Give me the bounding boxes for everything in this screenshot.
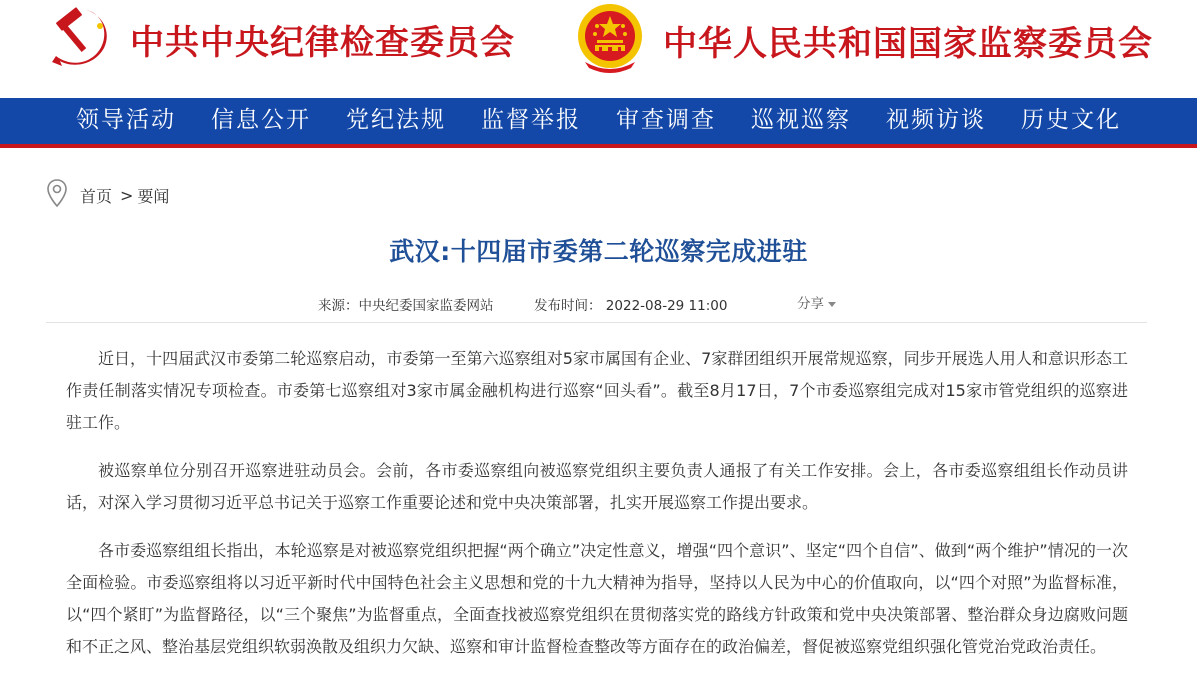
nsc-brand[interactable] [575, 2, 1153, 78]
location-pin-icon [46, 178, 68, 212]
article-paragraph: 近日，十四届武汉市委第二轮巡察启动，市委第一至第六巡察组对5家市属国有企业、7家群团组织开展常规巡察，同步开展选人用人和意识形态工作责任制落实情况专项检查。市委第七巡察组对3家市属金融机构进行巡察“回头看”。截至8月17日，7个市委巡察组完成对15家市管党组织的巡察进驻工作。 [66, 349, 1128, 432]
nsc-title: 中华人民共和国国家监察委员会 [663, 23, 1153, 64]
publish-time-value: 2022-08-29 11:00 [605, 298, 728, 314]
article-body [66, 343, 1128, 679]
nav-item-leadership[interactable]: 领导活动 [76, 107, 176, 133]
nav-item-video[interactable]: 视频访谈 [886, 107, 986, 133]
breadcrumb-separator: > [120, 185, 134, 205]
nav-item-inspection[interactable]: 巡视巡察 [751, 107, 851, 133]
publish-time-label: 发布时间： [534, 298, 602, 314]
cpc-ccdi-brand[interactable] [50, 4, 515, 74]
article-source: 来源：中央纪委国家监委网站 [318, 298, 494, 314]
share-label: 分享 [797, 296, 824, 312]
article-paragraph: 各市委巡察组组长指出，本轮巡察是对被巡察党组织把握“两个确立”决定性意义，增强“四个意识”、坚定“四个自信”、做到“两个维护”情况的一次全面检验。市委巡察组将以习近平新时代中国特色社会主义思想和党的十九大精神为指导，坚持以人民为中心的价值取向，以“四个对照”为监督标准，以“四个紧盯”为监督路径，以“三个聚焦”为监督重点，全面查找被巡察党组织在贯彻落实党的路线方针政策和党中央决策部署、整治群众身边腐败问题和不正之风、整治基层党组织软弱涣散及组织力欠缺、巡察和审计监督检查整改等方面存在的政治偏差，督促被巡察党组织强化管党治党政治责任。 [66, 541, 1128, 656]
article-divider [46, 322, 1147, 323]
cpc-ccdi-title: 中共中央纪律检查委员会 [130, 22, 515, 63]
breadcrumb-current-link[interactable]: 要闻 [137, 186, 170, 206]
article-publish-time [534, 294, 727, 314]
article-title: 武汉:十四届市委第二轮巡察完成进驻 [389, 237, 808, 266]
nav-item-investigation[interactable]: 审查调查 [616, 107, 716, 133]
nav-item-regulations[interactable]: 党纪法规 [346, 107, 446, 133]
share-dropdown[interactable] [797, 292, 836, 312]
nav-item-info-disclosure[interactable]: 信息公开 [211, 107, 311, 133]
breadcrumb [46, 178, 169, 212]
site-header [0, 0, 1197, 98]
national-emblem-icon [575, 2, 645, 78]
caret-down-icon [828, 302, 836, 307]
main-nav [0, 98, 1197, 148]
nav-item-history[interactable]: 历史文化 [1021, 107, 1121, 133]
party-emblem-icon [50, 4, 116, 74]
breadcrumb-home-link[interactable]: 首页 [80, 186, 113, 206]
nav-item-report[interactable]: 监督举报 [481, 107, 581, 133]
article-paragraph: 被巡察单位分别召开巡察进驻动员会。会前，各市委巡察组向被巡察党组织主要负责人通报了有关工作安排。会上，各市委巡察组组长作动员讲话，对深入学习贯彻习近平总书记关于巡察工作重要论述和党中央决策部署，扎实开展巡察工作提出要求。 [66, 461, 1128, 512]
